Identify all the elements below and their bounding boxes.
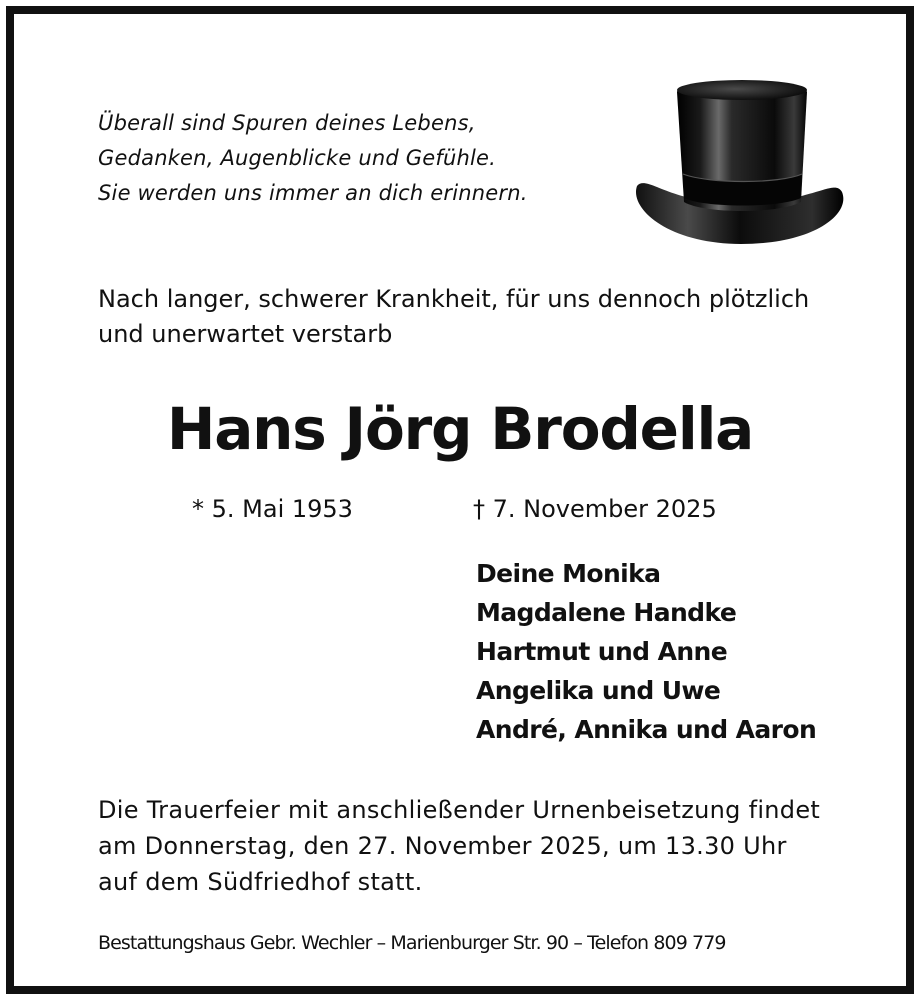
mourner-name: Angelika und Uwe (476, 676, 721, 705)
mourners-list (476, 554, 816, 749)
mourner-name: Hartmut und Anne (476, 637, 728, 666)
funeral-home-footer: Bestattungshaus Gebr. Wechler – Marienburger Str. 90 – Telefon 809 779 (98, 932, 726, 954)
mourner-name: Magdalene Handke (476, 598, 737, 627)
funeral-line: am Donnerstag, den 27. November 2025, um 13.30 Uhr (98, 832, 787, 860)
deceased-name: Hans Jörg Brodella (166, 395, 754, 463)
intro-line: und unerwartet verstarb (98, 320, 393, 348)
funeral-line: Die Trauerfeier mit anschließender Urnenbeisetzung findet (98, 796, 821, 824)
mourner-name: André, Annika und Aaron (476, 715, 817, 744)
obituary-frame (6, 6, 914, 994)
poem-line: Überall sind Spuren deines Lebens, (98, 111, 476, 135)
poem-line: Sie werden uns immer an dich erinnern. (98, 181, 528, 205)
mourner-name: Deine Monika (476, 559, 661, 588)
top-hat-icon (629, 74, 852, 249)
funeral-notice (98, 792, 820, 900)
memorial-poem (98, 106, 528, 211)
poem-line: Gedanken, Augenblicke und Gefühle. (98, 146, 497, 170)
death-date: † 7. November 2025 (473, 495, 717, 523)
intro-text (98, 282, 809, 352)
funeral-line: auf dem Südfriedhof statt. (98, 868, 423, 896)
birth-date: * 5. Mai 1953 (192, 495, 353, 523)
intro-line: Nach langer, schwerer Krankheit, für uns dennoch plötzlich (98, 285, 810, 313)
